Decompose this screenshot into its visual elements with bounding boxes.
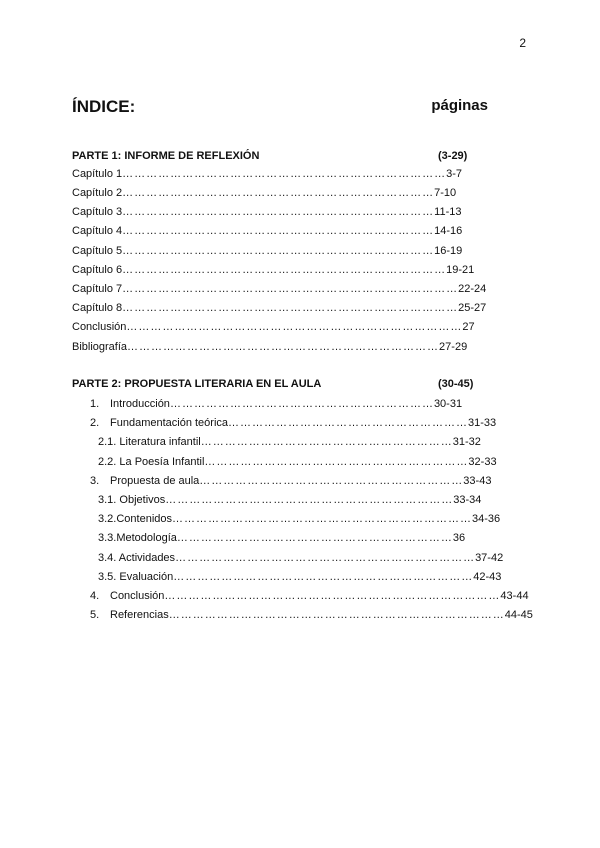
- toc-entry-label: Introducción: [110, 398, 170, 410]
- part1-range: (3-29): [438, 150, 468, 162]
- toc-entry-pages: 22-24: [458, 283, 487, 295]
- toc-entry-label: Conclusión: [72, 321, 127, 333]
- toc-entry-pages: 32-33: [468, 456, 497, 468]
- toc-entry-pages: 42-43: [473, 571, 502, 583]
- toc-entry-introduccion[interactable]: [90, 397, 490, 412]
- toc-entry-metodologia[interactable]: [98, 531, 466, 546]
- toc-entry-label: 3.1. Objetivos: [98, 494, 166, 506]
- toc-entry-referencias[interactable]: [90, 608, 533, 623]
- toc-entry-pages: 7-10: [434, 187, 457, 199]
- toc-entry-pages: 19-21: [446, 264, 475, 276]
- toc-leader-dots: ……………………………………………………………………: [122, 225, 435, 237]
- toc-entry-pages: 14-16: [434, 225, 463, 237]
- toc-entry-number: 2.: [90, 417, 100, 429]
- toc-leader-dots: …………………………………………………………: [169, 398, 434, 410]
- toc-leader-dots: ………………………………………………………………: [165, 494, 454, 506]
- toc-leader-dots: ……………………………………………………………………: [122, 187, 435, 199]
- toc-entry-label: 3.5. Evaluación: [98, 571, 174, 583]
- toc-entry-label: Capítulo 8: [72, 302, 123, 314]
- page-number: 2: [519, 36, 526, 50]
- toc-entry-label: 2.2. La Poesía Infantil: [98, 456, 205, 468]
- toc-entry-capitulo-2[interactable]: [72, 186, 457, 201]
- toc-entry-pages: 33-34: [453, 494, 482, 506]
- toc-entry-conclusion-2[interactable]: [90, 589, 529, 604]
- toc-entry-capitulo-4[interactable]: [72, 224, 472, 239]
- toc-entry-capitulo-8[interactable]: [72, 301, 492, 316]
- toc-entry-label: Capítulo 1: [72, 168, 123, 180]
- part1-title: PARTE 1: INFORME DE REFLEXIÓN: [72, 150, 260, 162]
- toc-entry-pages: 30-31: [433, 398, 463, 410]
- toc-leader-dots: ………………………………………………………: [200, 436, 453, 448]
- toc-entry-capitulo-5[interactable]: [72, 244, 472, 259]
- toc-entry-poesia-infantil[interactable]: [98, 455, 497, 470]
- toc-entry-label: Capítulo 7: [72, 283, 123, 295]
- toc-leader-dots: …………………………………………………………………………: [122, 283, 459, 295]
- toc-entry-label: Capítulo 2: [72, 187, 123, 199]
- toc-entry-label: Propuesta de aula: [110, 475, 200, 487]
- toc-leader-dots: …………………………………………………………………………: [164, 590, 501, 602]
- toc-entry-pages: 3-7: [446, 168, 463, 180]
- toc-leader-dots: …………………………………………………………………………: [126, 321, 463, 333]
- toc-leader-dots: ……………………………………………………………: [176, 532, 453, 544]
- pages-label: páginas: [431, 97, 488, 114]
- toc-entry-evaluacion[interactable]: [98, 570, 502, 585]
- toc-entry-number: 5.: [90, 609, 100, 621]
- toc-leader-dots: ………………………………………………………………………: [122, 168, 447, 180]
- toc-entry-objetivos[interactable]: [98, 493, 482, 508]
- part2-heading: [72, 378, 482, 392]
- toc-entry-label: Capítulo 5: [72, 245, 123, 257]
- toc-entry-label: Capítulo 3: [72, 206, 123, 218]
- toc-entry-label: Bibliografía: [72, 341, 128, 353]
- toc-entry-capitulo-6[interactable]: [72, 263, 482, 278]
- toc-entry-conclusion[interactable]: [72, 320, 475, 335]
- index-heading: [72, 97, 488, 119]
- toc-entry-pages: 25-27: [458, 302, 487, 314]
- toc-leader-dots: ……………………………………………………………………: [122, 206, 435, 218]
- toc-entry-pages: 16-19: [434, 245, 463, 257]
- toc-entry-pages: 36: [452, 532, 466, 544]
- toc-leader-dots: …………………………………………………………………: [173, 571, 474, 583]
- part1-heading: [72, 150, 472, 164]
- toc-entry-label: Referencias: [110, 609, 169, 621]
- toc-entry-label: Conclusión: [110, 590, 165, 602]
- toc-leader-dots: …………………………………………………………: [204, 456, 469, 468]
- toc-entry-label: 3.3.Metodología: [98, 532, 177, 544]
- toc-leader-dots: ………………………………………………………………………: [122, 264, 447, 276]
- toc-entry-pages: 27-29: [439, 341, 468, 353]
- toc-leader-dots: …………………………………………………………………: [175, 552, 476, 564]
- toc-entry-pages: 44-45: [504, 609, 533, 621]
- toc-entry-fundamentacion[interactable]: [90, 416, 497, 431]
- toc-leader-dots: ……………………………………………………………………: [122, 245, 435, 257]
- toc-leader-dots: …………………………………………………………………: [172, 513, 472, 525]
- toc-entry-pages: 37-42: [475, 552, 504, 564]
- toc-entry-pages: 33-43: [463, 475, 492, 487]
- toc-leader-dots: …………………………………………………………………………: [122, 302, 459, 314]
- toc-leader-dots: ……………………………………………………………………: [127, 341, 440, 353]
- toc-entry-capitulo-3[interactable]: [72, 205, 462, 220]
- index-title: ÍNDICE:: [72, 97, 136, 116]
- toc-entry-pages: 34-36: [472, 513, 501, 525]
- toc-entry-number: 4.: [90, 590, 100, 602]
- part2-title: PARTE 2: PROPUESTA LITERARIA EN EL AULA: [72, 378, 322, 390]
- toc-entry-actividades[interactable]: [98, 551, 504, 566]
- toc-entry-label: 3.4. Actividades: [98, 552, 176, 564]
- toc-entry-number: 3.: [90, 475, 100, 487]
- part2-range: (30-45): [438, 378, 474, 390]
- toc-entry-pages: 31-33: [468, 417, 497, 429]
- toc-entry-pages: 43-44: [500, 590, 529, 602]
- toc-entry-label: Capítulo 6: [72, 264, 123, 276]
- toc-entry-pages: 31-32: [452, 436, 481, 448]
- toc-entry-contenidos[interactable]: [98, 512, 501, 527]
- toc-leader-dots: …………………………………………………………………………: [168, 609, 505, 621]
- toc-entry-pages: 27: [462, 321, 475, 333]
- toc-entry-label: Capítulo 4: [72, 225, 123, 237]
- toc-entry-pages: 11-13: [434, 206, 462, 218]
- toc-leader-dots: ……………………………………………………: [228, 417, 469, 429]
- toc-entry-capitulo-7[interactable]: [72, 282, 492, 297]
- toc-entry-literatura-infantil[interactable]: [98, 435, 481, 450]
- toc-leader-dots: …………………………………………………………: [199, 475, 464, 487]
- toc-entry-number: 1.: [90, 398, 100, 410]
- toc-entry-label: 3.2.Contenidos: [98, 513, 172, 525]
- toc-entry-capitulo-1[interactable]: [72, 167, 463, 182]
- toc-entry-bibliografia[interactable]: [72, 340, 472, 355]
- toc-entry-propuesta-de-aula[interactable]: [90, 474, 492, 489]
- toc-entry-label: 2.1. Literatura infantil: [98, 436, 201, 448]
- toc-entry-label: Fundamentación teórica: [110, 417, 229, 429]
